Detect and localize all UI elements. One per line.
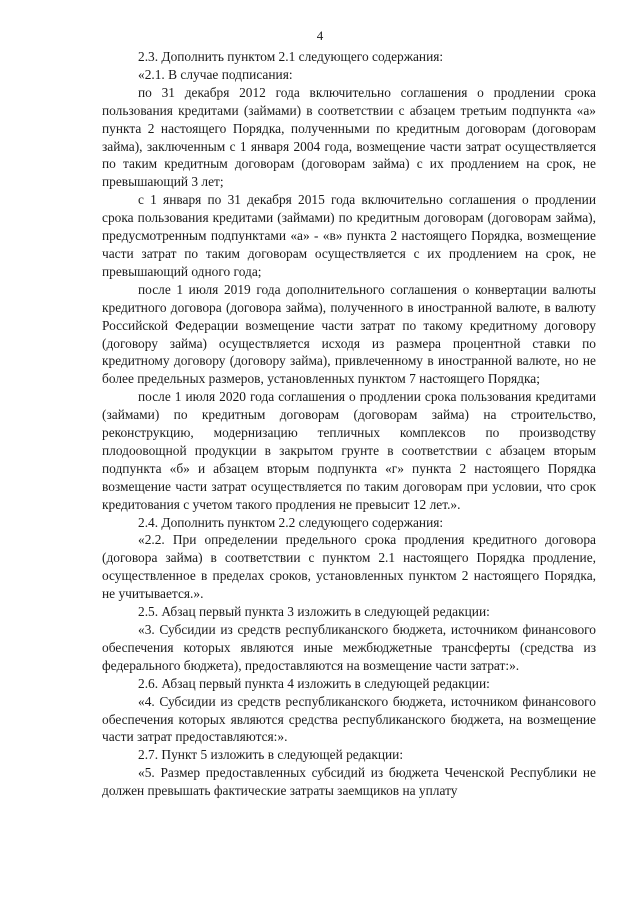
paragraph-4-text: «4. Субсидии из средств республиканского бюджета, источником финансового обеспечения которых являются средства республиканского бюджета, на возмещение части затрат предоставляются:». (102, 693, 596, 745)
paragraph-2-1-intro: «2.1. В случае подписания: (138, 66, 293, 82)
paragraph-2019-currency-conversion: после 1 июля 2019 года дополнительного соглашения о конвертации валюты кредитного договора (договора займа), полученного в иностранной валюте, в валюту Российской Федерации возмещение части затрат по такому кредитному договору (договору займа) осуществляется исходя из размера процентной ставки по кредитному договору (договору займа), привлеченному в иностранной валюте, но не более предельных размеров, установленных пунктом 7 настоящего Порядка; (102, 281, 596, 387)
paragraph-5-text: «5. Размер предоставленных субсидий из бюджета Чеченской Республики не должен превышать фактические затраты заемщиков на уплату (102, 765, 596, 799)
paragraph-2015-extension: с 1 января по 31 декабря 2015 года включительно соглашения о продлении срока пользования кредитами (займами) по кредитным договорам (договорам займа), предусмотренным подпунктами «а» - «в» пункта 2 настоящего Порядка, возмещение части затрат по таким договорам осуществляется с их продлением на срок, не превышающий одного года; (102, 192, 596, 279)
paragraph-2-6-heading: 2.6. Абзац первый пункта 4 изложить в следующей редакции: (138, 675, 490, 691)
document-body (102, 48, 596, 800)
paragraph-2-4-heading: 2.4. Дополнить пунктом 2.2 следующего содержания: (138, 514, 444, 530)
paragraph-2-2-text: «2.2. При определении предельного срока продления кредитного договора (договора займа) в соответствии с пунктом 2.1 настоящего Порядка продление, осуществленное в пределах сроков, установленных пунктом 2 настоящего Порядка, не учитывается.». (102, 532, 596, 602)
paragraph-2012-extension: по 31 декабря 2012 года включительно соглашения о продлении срока пользования кредитами (займами) в соответствии с абзацем третьим подпункта «а» пункта 2 настоящего Порядка, полученными по кредитным договорам (договорам займа), заключенным с 1 января 2004 года, возмещение части затрат осуществляется по таким кредитным договорам (договорам займа) с их продлением на срок, не превышающий 3 лет; (102, 84, 596, 190)
paragraph-3-text: «3. Субсидии из средств республиканского бюджета, источником финансового обеспечения которых являются иные межбюджетные трансферты (средства из федерального бюджета), предоставляются на возмещение части затрат:». (102, 622, 596, 673)
paragraph-2-3-heading: 2.3. Дополнить пунктом 2.1 следующего содержания: (138, 49, 444, 64)
paragraph-2-5-heading: 2.5. Абзац первый пункта 3 изложить в следующей редакции: (138, 604, 490, 620)
paragraph-2020-greenhouse-extension: после 1 июля 2020 года соглашения о продлении срока пользования кредитами (займами) по кредитным договорам (договорам займа) на строительство, реконструкцию, модернизацию тепличных комплексов по производству плодоовощной продукции в закрытом грунте в соответствии с абзацем вторым подпункта «б» и абзацем вторым подпункта «г» пункта 2 настоящего Порядка возмещение части затрат осуществляется по таким договорам при условии, что срок кредитования с учетом такого продления не превысит 12 лет.». (102, 389, 596, 512)
page-number: 4 (316, 28, 324, 43)
paragraph-2-7-heading: 2.7. Пункт 5 изложить в следующей редакции: (138, 747, 404, 763)
